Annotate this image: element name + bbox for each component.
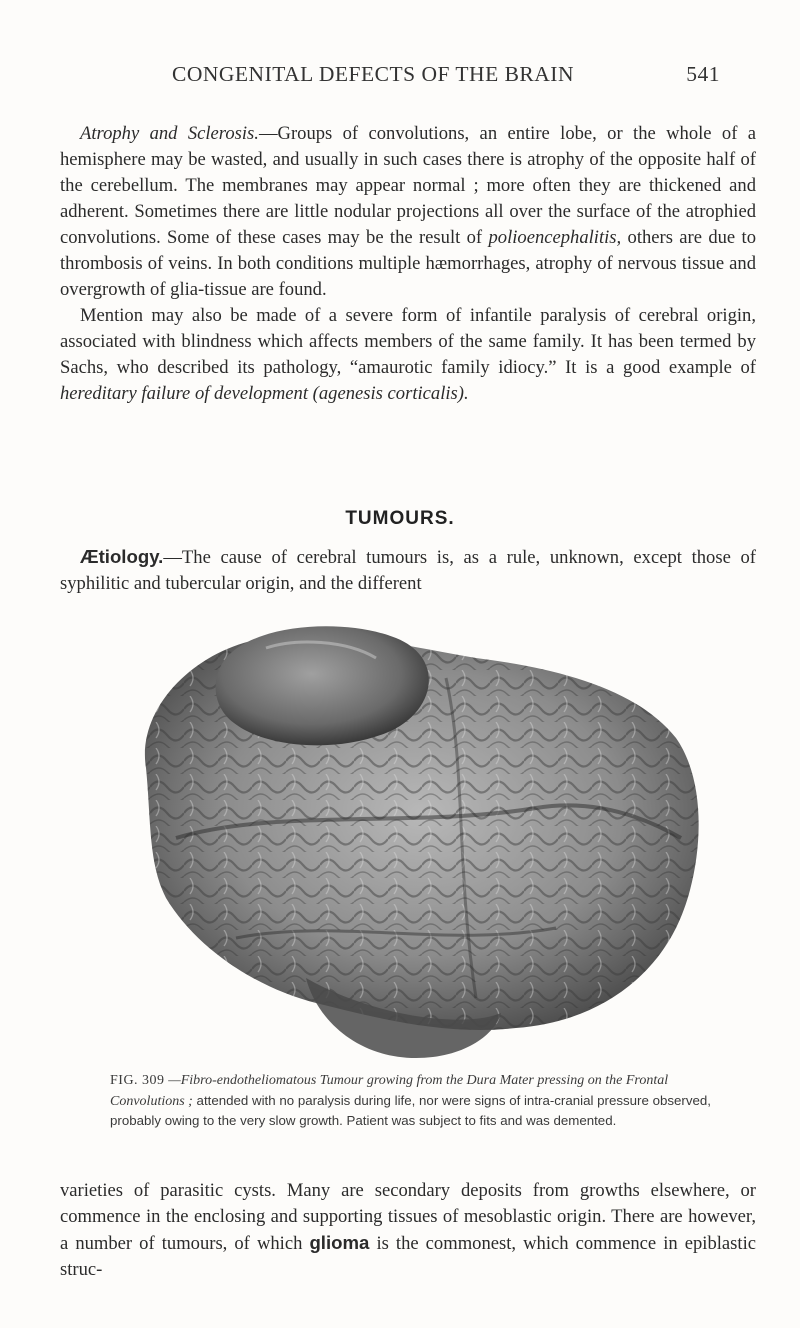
brain-specimen-photo	[116, 618, 714, 1066]
aetiology-text: —The cause of cerebral tumours is, as a rule, unknown, except those of syphilitic and tubercular origin, and the different	[60, 547, 756, 594]
paragraph-aetiology	[60, 544, 756, 597]
atrophy-text-b: others are due to thrombosis of veins. In both conditions multiple hæmorrhages, atrophy of nervous tissue and overgrowth of glia-tissue are found.	[60, 227, 756, 300]
mention-text-a: Mention may also be made of a severe form of infantile paralysis of cerebral origin, associated with blindness which affects members of the same family. It has been termed by Sachs, who described its pathology, “amaurotic family idiocy.” It is a good example of	[60, 305, 756, 378]
tumour-mass-shape	[216, 626, 429, 745]
term-glioma: glioma	[309, 1232, 370, 1253]
term-polioencephalitis: polioencephalitis,	[488, 227, 622, 248]
heading-atrophy: Atrophy and Sclerosis.	[80, 123, 259, 144]
figure-label: FIG. 309	[110, 1073, 165, 1088]
figure-text: attended with no paralysis during life, nor were signs of intra-cranial pressure observed, probably owing to the very slow growth. Patient was subject to fits and was demented.	[110, 1092, 711, 1128]
brain-specimen-illustration	[116, 618, 714, 1066]
term-hereditary-failure: hereditary failure of development (agenesis corticalis).	[60, 383, 469, 404]
heading-aetiology: Ætiology.	[80, 546, 164, 567]
header-title: CONGENITAL DEFECTS OF THE BRAIN	[172, 62, 574, 86]
paragraph-varieties	[60, 1178, 756, 1283]
atrophy-text-a: —Groups of convolutions, an entire lobe, or the whole of a hemisphere may be wasted, and usually in such cases there is atrophy of the opposite half of the cerebellum. The membranes may appear normal ; more often they are thickened and adherent. Sometimes there are little nodular projections all over the surface of the atrophied convolutions. Some of these cases may be the result of	[60, 123, 757, 248]
section-title: TUMOURS.	[345, 508, 455, 529]
figure-caption	[110, 1070, 722, 1131]
varieties-text-a: varieties of parasitic cysts. Many are secondary deposits from growths elsewhere, or commence in the enclosing and supporting tissues of mesoblastic origin. There are however, a number of tumours, of which	[60, 1180, 756, 1254]
running-header	[172, 62, 720, 87]
paragraph-atrophy	[60, 121, 756, 407]
figure-title: —Fibro-endotheliomatous Tumour growing from the Dura Mater pressing on the Frontal Convolutions ;	[110, 1073, 669, 1109]
varieties-text-b: is the commonest, which commence in epiblastic struc-	[60, 1233, 756, 1280]
page-number: 541	[686, 62, 720, 86]
